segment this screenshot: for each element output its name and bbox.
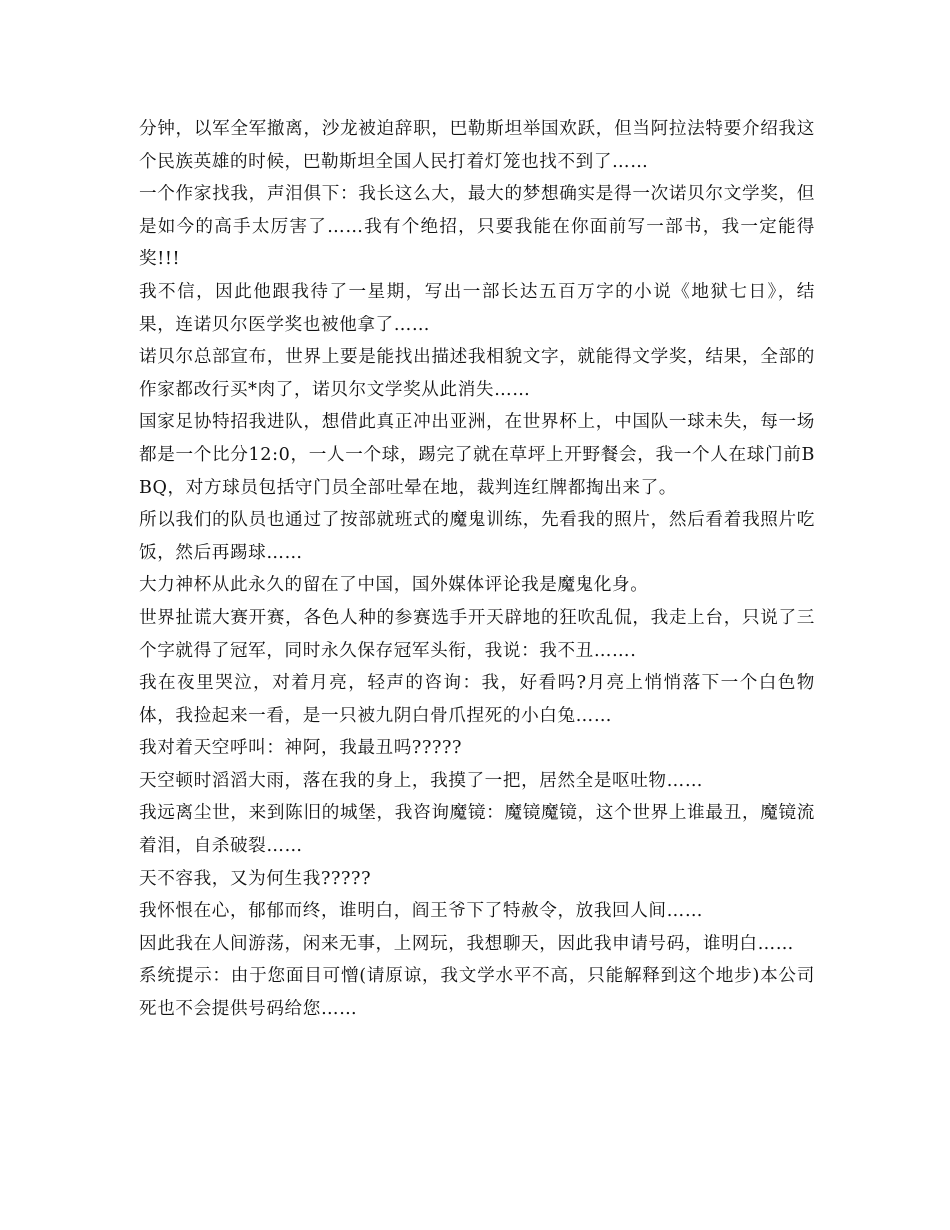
paragraph: 系统提示：由于您面目可憎(请原谅，我文学水平不高，只能解释到这个地步)本公司死也不会提供号码给您…… [139,966,815,1020]
document-body [139,113,815,1026]
paragraph: 我不信，因此他跟我待了一星期，写出一部长达五百万字的小说《地狱七日》，结果，连诺贝尔医学奖也被他拿了…… [139,281,815,335]
paragraph: 一个作家找我，声泪俱下：我长这么大，最大的梦想确实是得一次诺贝尔文学奖，但是如今的高手太厉害了……我有个绝招，只要我能在你面前写一部书，我一定能得奖!!! [139,184,815,270]
paragraph: 我怀恨在心，郁郁而终，谁明白，阎王爷下了特赦令，放我回人间…… [139,901,704,922]
paragraph: 天空顿时滔滔大雨，落在我的身上，我摸了一把，居然全是呕吐物…… [139,770,704,791]
paragraph: 我在夜里哭泣，对着月亮，轻声的咨询：我，好看吗?月亮上悄悄落下一个白色物体，我捡起来一看，是一只被九阴白骨爪捏死的小白兔…… [139,673,815,726]
paragraph: 我对着天空呼叫：神阿，我最丑吗????? [139,738,463,759]
paragraph: 大力神杯从此永久的留在了中国，国外媒体评论我是魔鬼化身。 [139,575,649,596]
paragraph: 因此我在人间游荡，闲来无事，上网玩，我想聊天，因此我申请号码，谁明白…… [139,933,794,954]
paragraph: 所以我们的队员也通过了按部就班式的魔鬼训练，先看我的照片，然后看着我照片吃饭，然后再踢球…… [139,510,815,563]
paragraph: 分钟，以军全军撤离，沙龙被迫辞职，巴勒斯坦举国欢跃，但当阿拉法特要介绍我这个民族英雄的时候，巴勒斯坦全国人民打着灯笼也找不到了…… [139,119,815,172]
paragraph: 世界扯谎大赛开赛，各色人种的参赛选手开天辟地的狂吹乱侃，我走上台，只说了三个字就得了冠军，同时永久保存冠军头衔，我说：我不丑……. [139,607,815,661]
paragraph: 国家足协特招我进队，想借此真正冲出亚洲，在世界杯上，中国队一球未失，每一场都是一个比分12:0，一人一个球，踢完了就在草坪上开野餐会，我一个人在球门前BBQ，对方球员包括守门员全部吐晕在地，裁判连红牌都掏出来了。 [139,412,815,498]
paragraph: 我远离尘世，来到陈旧的城堡，我咨询魔镜：魔镜魔镜，这个世界上谁最丑，魔镜流着泪，自杀破裂…… [139,803,815,857]
paragraph: 诺贝尔总部宣布，世界上要是能找出描述我相貌文字，就能得文学奖，结果，全部的作家都改行买*肉了，诺贝尔文学奖从此消失…… [139,347,815,400]
paragraph: 天不容我，又为何生我????? [139,868,372,889]
